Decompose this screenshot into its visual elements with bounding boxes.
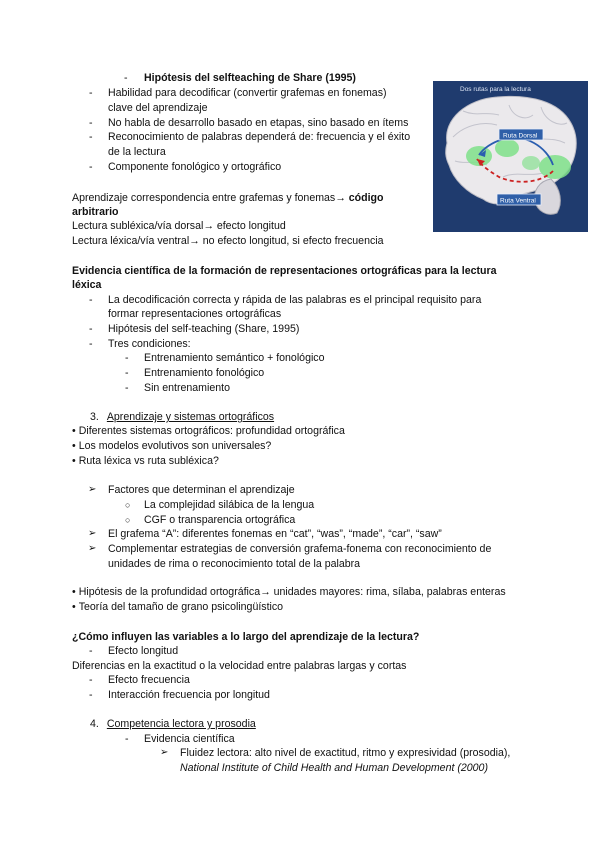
evidence-bullet: - La decodificación correcta y rápida de las palabras es el principal requisito para [108,293,481,308]
scientific-evidence: - Evidencia científica [144,732,235,747]
effect-item: - Interacción frecuencia por longitud [108,688,270,703]
section1-bullet-cont: de la lectura [108,146,166,158]
evidence-bullet-cont: formar representaciones ortográficas [108,308,282,320]
reading-fluency: ➢ Fluidez lectora: alto nivel de exactitud, ritmo y expresividad (prosodia), [180,746,510,761]
length-effect: - Efecto longitud [108,644,178,659]
condition-item: - Entrenamiento fonológico [144,366,264,381]
condition-item: - Sin entrenamiento [144,381,230,396]
parietal-highlight [495,139,519,157]
hypothesis-item: • Hipótesis de la profundidad ortográfica→ unidades mayores: rima, sílaba, palabras enteras [72,585,506,600]
section1-bullet-cont: clave del aprendizaje [108,102,208,114]
dorsal-label: Ruta Dorsal [503,132,538,140]
section1-title: - Hipótesis del selfteaching de Share (1995) [124,72,356,84]
hypothesis-item: • Teoría del tamaño de grano psicolingüístico [72,600,283,615]
orthographic-point: • Diferentes sistemas ortográficos: profundidad ortográfica [72,424,345,439]
section1-bullet: - No habla de desarrollo basado en etapas, sino basado en ítems [108,116,408,131]
factors-title: ➢ Factores que determinan el aprendizaje [108,483,295,498]
dorsal-route-line: Lectura subléxica/vía dorsal→ efecto longitud [72,220,286,232]
grapheme-phoneme-paragraph: Aprendizaje correspondencia entre grafemas y fonemas→ código [72,192,384,204]
grapheme-example: ➢ El grafema “A”: diferentes fonemas en “cat”, “was”, “made”, “car”, “saw” [108,527,442,542]
differences-line: Diferencias en la exactitud o la velocidad entre palabras largas y cortas [72,660,407,672]
section4-heading: 4. Competencia lectora y prosodia [90,718,256,730]
condition-item: - Entrenamiento semántico + fonológico [144,351,325,366]
variables-question: ¿Cómo influyen las variables a lo largo del aprendizaje de la lectura? [72,631,420,643]
complement-strategies: ➢ Complementar estrategias de conversión grafema-fonema con reconocimiento de [108,542,491,557]
section1-bullet: - Reconocimiento de palabras dependerá de: frecuencia y el éxito [108,130,410,145]
section1-bullet: - Componente fonológico y ortográfico [108,160,281,175]
occipital-highlight [539,155,571,179]
temporal-highlight [522,156,540,170]
orthographic-point: • Ruta léxica vs ruta subléxica? [72,454,219,469]
factor-item: ○ CGF o transparencia ortográfica [144,513,295,528]
evidence-bullet: - Hipótesis del self-teaching (Share, 1995) [108,322,299,337]
citation: National Institute of Child Health and Human Development (2000) [180,762,488,774]
complement-strategies-cont: unidades de rima o reconocimiento total de la palabra [108,558,361,570]
evidence-heading: Evidencia científica de la formación de representaciones ortográficas para la lectura [72,265,497,277]
section1-bullet: - Habilidad para decodificar (convertir grafemas en fonemas) [108,86,387,101]
paragraph-continuation: arbitrario [72,206,119,218]
section3-heading: 3. Aprendizaje y sistemas ortográficos [90,411,275,423]
evidence-bullet: - Tres condiciones: [108,337,191,352]
orthographic-point: • Los modelos evolutivos son universales? [72,439,271,454]
figure-title: Dos rutas para la lectura [460,86,531,93]
two-routes-brain-figure [433,81,588,232]
factor-item: ○ La complejidad silábica de la lengua [144,498,314,513]
evidence-heading-cont: léxica [72,279,102,291]
ventral-route-line: Lectura léxica/vía ventral→ no efecto longitud, si efecto frecuencia [72,235,384,247]
ventral-label: Ruta Ventral [500,197,536,205]
effect-item: - Efecto frecuencia [108,673,190,688]
